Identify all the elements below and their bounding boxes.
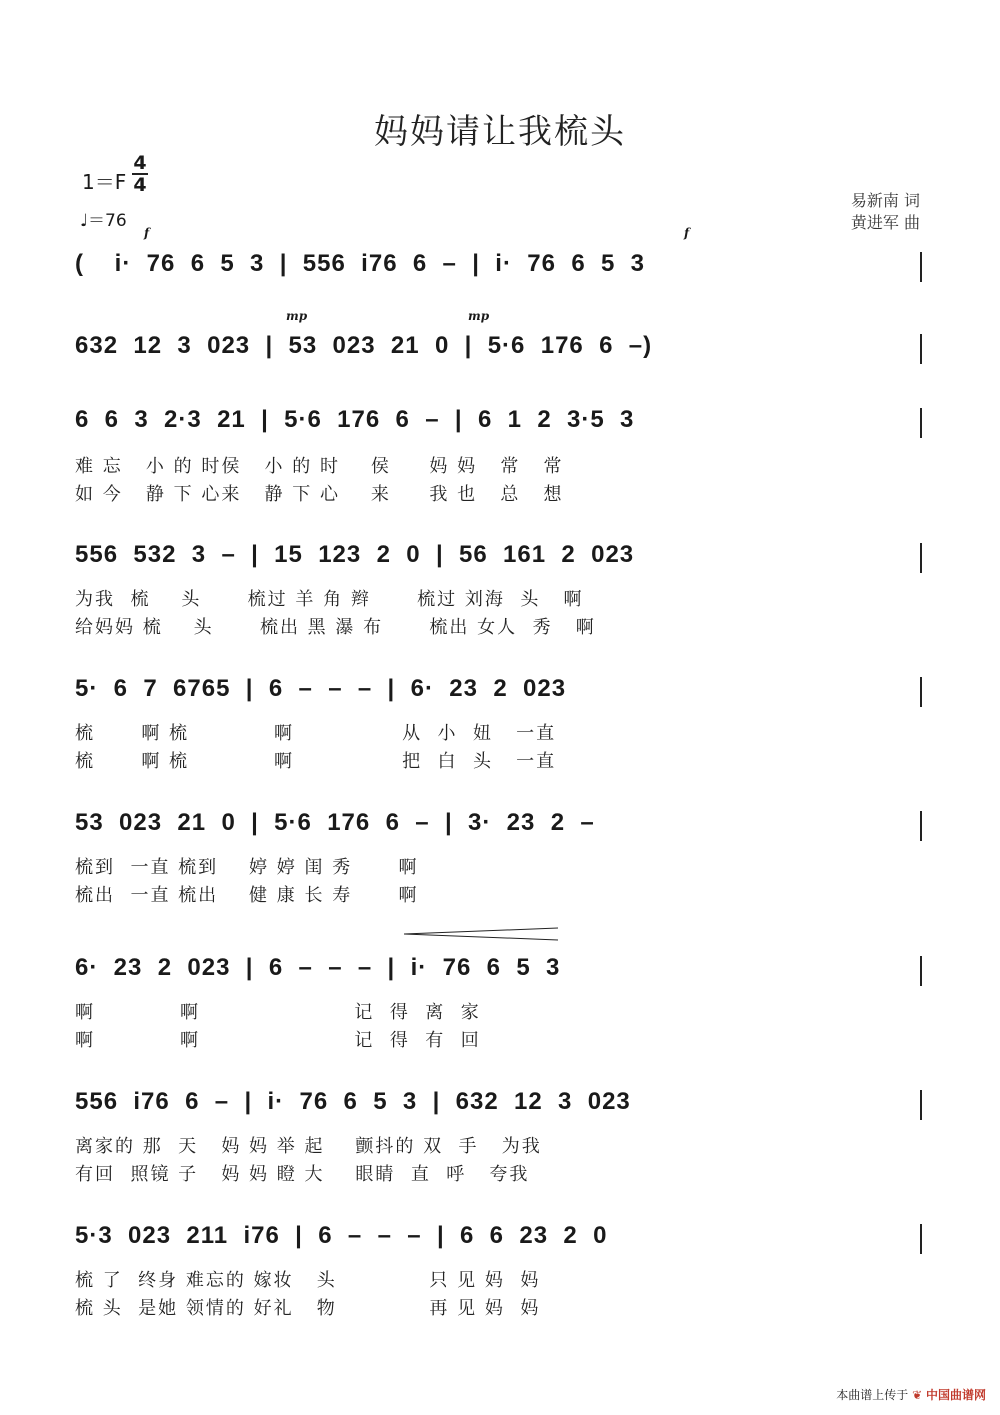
notation-line: 6 6 3 2·3 21 | 5·6 176 6 – | 6 1 2 3·5 3 xyxy=(75,406,635,433)
lyric-verse-2: 有回 照镜 子 妈 妈 瞪 大 眼睛 直 呼 夸我 xyxy=(75,1164,530,1185)
score-row-4 xyxy=(0,541,1000,641)
tempo-marking: ♩＝76 xyxy=(80,211,127,231)
end-barline xyxy=(920,677,922,707)
lyric-verse-2: 梳 啊 梳 啊 把 白 头 一直 xyxy=(75,751,557,772)
notation-line: 53 023 21 0 | 5·6 176 6 – | 3· 23 2 – xyxy=(75,809,595,836)
lyric-verse-2: 如 今 静 下 心来 静 下 心 来 我 也 总 想 xyxy=(75,484,564,505)
notation-line: 5·3 023 211 i76 | 6 – – – | 6 6 23 2 0 xyxy=(75,1222,608,1249)
upload-footer xyxy=(836,1386,986,1403)
score-row-6 xyxy=(0,809,1000,909)
end-barline xyxy=(920,408,922,438)
footer-prefix: 本曲谱上传于 xyxy=(836,1388,909,1402)
score-row-3 xyxy=(0,406,1000,506)
footer-brand[interactable]: 中国曲谱网 xyxy=(925,1388,986,1402)
dynamic-forte: f xyxy=(144,226,150,240)
notation-line: 632 12 3 023 | 53 023 21 0 | 5·6 176 6 –) xyxy=(75,332,653,359)
score-row-7 xyxy=(0,954,1000,1054)
time-sig-bottom: 4 xyxy=(133,174,147,196)
lyric-verse-2: 梳出 一直 梳出 健 康 长 寿 啊 xyxy=(75,885,419,906)
lyric-verse-1: 梳到 一直 梳到 婷 婷 闺 秀 啊 xyxy=(75,857,419,878)
lyric-verse-1: 啊 啊 记 得 离 家 xyxy=(75,1002,481,1023)
score-row-1 xyxy=(0,250,1000,290)
dynamic-forte: f xyxy=(684,226,690,240)
score-title: 妈妈请让我梳头 xyxy=(374,112,626,152)
end-barline xyxy=(920,1090,922,1120)
score-row-8 xyxy=(0,1088,1000,1188)
notation-line: 5· 6 7 6765 | 6 – – – | 6· 23 2 023 xyxy=(75,675,567,702)
lyric-verse-2: 梳 头 是她 领情的 好礼 物 再 见 妈 妈 xyxy=(75,1298,541,1319)
notation-line: 556 532 3 – | 15 123 2 0 | 56 161 2 023 xyxy=(75,541,635,568)
lyric-verse-2: 啊 啊 记 得 有 回 xyxy=(75,1030,481,1051)
end-barline xyxy=(920,252,922,282)
dynamic-mezzo-piano: mp xyxy=(468,309,490,323)
dynamic-mezzo-piano: mp xyxy=(286,309,308,323)
composer-credit: 黄进军 曲 xyxy=(850,213,920,232)
lyric-verse-1: 梳 啊 梳 啊 从 小 妞 一直 xyxy=(75,723,557,744)
end-barline xyxy=(920,956,922,986)
site-logo-icon: ❦ xyxy=(912,1388,923,1402)
key-signature: 1＝F xyxy=(82,170,127,194)
end-barline xyxy=(920,543,922,573)
notation-line: ( i· 76 6 5 3 | 556 i76 6 – | i· 76 6 5 3 xyxy=(75,250,646,277)
score-row-2 xyxy=(0,332,1000,372)
lyric-verse-1: 难 忘 小 的 时侯 小 的 时 侯 妈 妈 常 常 xyxy=(75,456,564,477)
end-barline xyxy=(920,1224,922,1254)
score-row-9 xyxy=(0,1222,1000,1322)
end-barline xyxy=(920,811,922,841)
time-sig-top: 4 xyxy=(133,152,147,174)
time-signature xyxy=(132,153,148,195)
lyric-verse-1: 为我 梳 头 梳过 羊 角 辫 梳过 刘海 头 啊 xyxy=(75,589,584,610)
lyric-verse-1: 离家的 那 天 妈 妈 举 起 颤抖的 双 手 为我 xyxy=(75,1136,542,1157)
score-row-5 xyxy=(0,675,1000,775)
lyric-verse-2: 给妈妈 梳 头 梳出 黑 瀑 布 梳出 女人 秀 啊 xyxy=(75,617,596,638)
end-barline xyxy=(920,334,922,364)
notation-line: 556 i76 6 – | i· 76 6 5 3 | 632 12 3 023 xyxy=(75,1088,631,1115)
lyricist-credit: 易新南 词 xyxy=(850,191,920,210)
crescendo-hairpin xyxy=(404,926,560,940)
notation-line: 6· 23 2 023 | 6 – – – | i· 76 6 5 3 xyxy=(75,954,561,981)
lyric-verse-1: 梳 了 终身 难忘的 嫁妆 头 只 见 妈 妈 xyxy=(75,1270,541,1291)
